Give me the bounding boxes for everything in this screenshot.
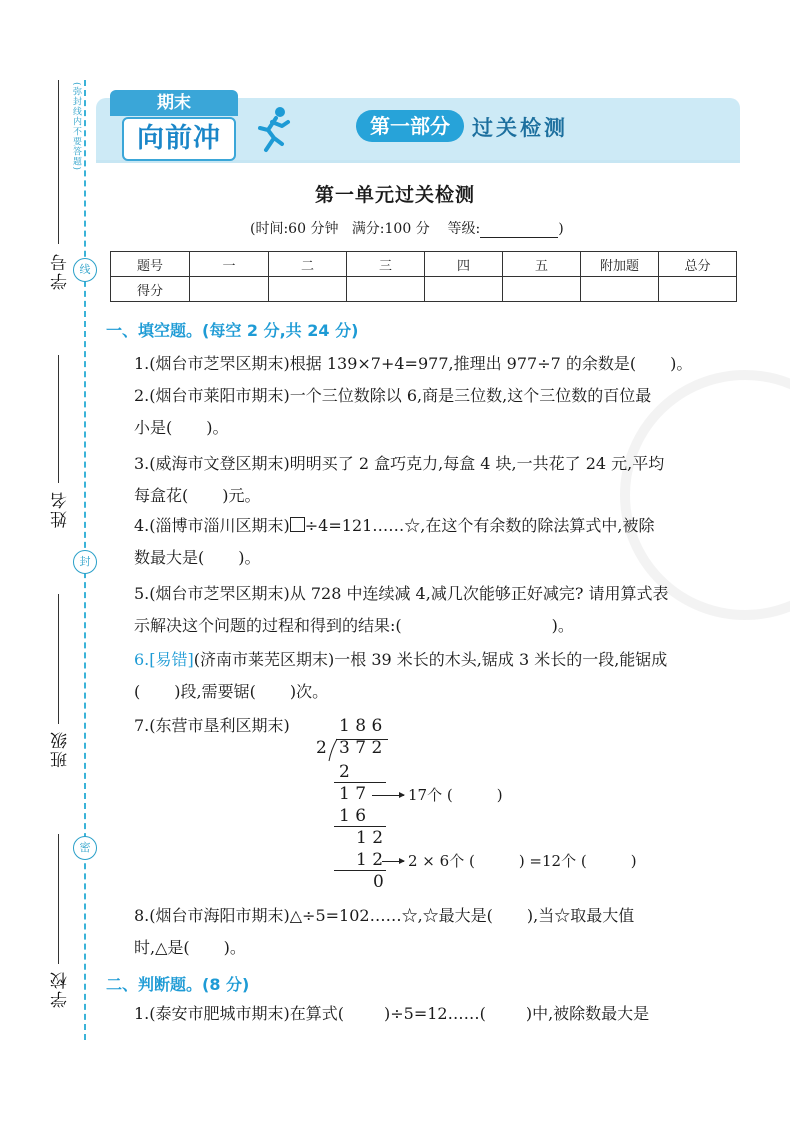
table-cell: 二	[269, 252, 347, 277]
runner-icon	[252, 104, 292, 154]
division-step-2: 1 7	[339, 784, 367, 804]
question-text: )。	[551, 616, 574, 635]
question-4-line2	[134, 542, 744, 574]
question-text: 小是(	[134, 418, 173, 437]
school-label: 学校	[51, 970, 71, 1008]
school-line	[58, 834, 59, 964]
question-text: 时,△是(	[134, 938, 190, 957]
table-cell: 附加题	[581, 252, 659, 277]
question-8-line2	[134, 932, 744, 964]
student-id-label: 学号	[51, 252, 71, 290]
division-quotient: 1 8 6	[339, 716, 383, 736]
division-bracket	[327, 738, 339, 762]
question-text: 示解决这个问题的过程和得到的结果:(	[134, 616, 402, 635]
question-7: 7.(东营市垦利区期末)	[134, 716, 290, 735]
name-label: 姓名	[51, 490, 71, 528]
student-id-line	[58, 80, 59, 244]
division-remainder: 0	[373, 872, 384, 892]
division-step-5: 1 2	[356, 850, 384, 870]
judge-question-1	[134, 998, 744, 1030]
score-input-cell[interactable]	[503, 277, 581, 302]
badge-main: 向前冲	[122, 117, 236, 161]
score-input-cell[interactable]	[659, 277, 737, 302]
question-text: )。	[206, 418, 229, 437]
grade-blank[interactable]	[480, 223, 558, 238]
question-text: 每盒花(	[134, 486, 189, 505]
grade-label: 等级:	[447, 221, 481, 237]
arrow-icon	[372, 795, 404, 796]
table-cell: 五	[503, 252, 581, 277]
section-pill: 第一部分	[356, 110, 464, 142]
question-text: 8.(烟台市海阳市期末)△÷5=102……☆,☆最大是(	[134, 906, 493, 925]
note-text: 17个 (	[408, 786, 453, 804]
score-input-cell[interactable]	[269, 277, 347, 302]
question-2-line2	[134, 412, 744, 444]
question-text: )中,被除数最大是	[525, 1004, 650, 1023]
question-text: )÷5=12……(	[384, 1004, 486, 1023]
division-note-2	[408, 850, 637, 871]
question-text: 数最大是(	[134, 548, 205, 567]
subtitle-close: )	[558, 221, 564, 237]
question-6-line2	[134, 676, 744, 708]
table-cell: 三	[347, 252, 425, 277]
seal-mark-line: 线	[73, 258, 97, 282]
section-text: 过关检测	[472, 116, 568, 140]
question-text: 4.(淄博市淄川区期末)	[134, 516, 290, 535]
division-rule-3	[334, 870, 386, 871]
division-step-3: 1 6	[339, 806, 367, 826]
full-score-info: 满分:100 分	[351, 221, 430, 237]
question-text: )。	[670, 354, 693, 373]
section2-heading: 二、判断题。(8 分)	[106, 975, 250, 994]
question-text: ÷4=121……☆,在这个有余数的除法算式中,被除	[304, 516, 655, 535]
error-prone-tag: 6.[易错]	[134, 650, 194, 669]
note-text: )	[630, 852, 637, 870]
question-text: )。	[223, 938, 246, 957]
name-line	[58, 355, 59, 483]
score-table-header-row	[111, 252, 737, 277]
table-cell: 题号	[111, 252, 190, 277]
question-5-line1: 5.(烟台市芝罘区期末)从 728 中连续减 4,减几次能够正好减完? 请用算式表	[134, 584, 669, 603]
section1-heading: 一、填空题。(每空 2 分,共 24 分)	[106, 321, 359, 340]
division-dividend: 3 7 2	[339, 738, 383, 758]
page-title: 第一单元过关检测	[314, 184, 475, 206]
division-step-4: 1 2	[356, 828, 384, 848]
table-cell: 四	[425, 252, 503, 277]
question-text: )次。	[289, 682, 329, 701]
question-5-line2	[134, 610, 744, 642]
table-cell: 一	[190, 252, 269, 277]
table-cell: 总分	[659, 252, 737, 277]
note-text: 2 × 6个 (	[408, 852, 475, 870]
score-input-cell[interactable]	[347, 277, 425, 302]
question-6-line1	[134, 644, 744, 676]
question-text: 1.(泰安市肥城市期末)在算式(	[134, 1004, 344, 1023]
division-step-1: 2	[339, 762, 350, 782]
question-text: (	[134, 682, 141, 701]
score-table	[110, 251, 737, 302]
score-input-cell[interactable]	[581, 277, 659, 302]
question-text: )元。	[222, 486, 261, 505]
question-3-line1: 3.(威海市文登区期末)明明买了 2 盒巧克力,每盒 4 块,一共花了 24 元,平均	[134, 454, 665, 473]
score-input-cell[interactable]	[425, 277, 503, 302]
seal-mark-seal: 封	[73, 550, 97, 574]
question-8-line1	[134, 900, 744, 932]
class-line	[58, 594, 59, 724]
table-cell: 得分	[111, 277, 190, 302]
question-text: (济南市莱芜区期末)一根 39 米长的木头,锯成 3 米长的一段,能锯成	[193, 650, 668, 669]
class-label: 班级	[51, 730, 71, 768]
question-4-line1	[134, 510, 744, 542]
badge-top: 期末	[110, 90, 238, 116]
note-text: ) =12个 (	[518, 852, 587, 870]
question-text: ),当☆取最大值	[526, 906, 635, 925]
note-text: )	[496, 786, 503, 804]
square-box-icon	[290, 517, 305, 532]
question-2-line1: 2.(烟台市莱阳市期末)一个三位数除以 6,商是三位数,这个三位数的百位最	[134, 386, 652, 405]
division-rule-1	[334, 782, 386, 783]
page-subtitle	[250, 218, 564, 238]
question-text: 1.(烟台市芝罘区期末)根据 139×7+4=977,推理出 977÷7 的余数是(	[134, 354, 637, 373]
question-text: )段,需要锯(	[174, 682, 256, 701]
division-note-1	[408, 784, 503, 805]
question-1	[134, 348, 744, 380]
question-3-line2	[134, 480, 744, 512]
arrow-icon	[382, 861, 404, 862]
binding-note: (弥封线内不要答题)	[71, 82, 81, 172]
seal-mark-secret: 密	[73, 836, 97, 860]
question-text: )。	[238, 548, 261, 567]
score-input-cell[interactable]	[190, 277, 269, 302]
division-divisor: 2	[316, 738, 327, 758]
time-info: (时间:60 分钟	[250, 221, 339, 237]
score-table-score-row	[111, 277, 737, 302]
division-rule-2	[334, 826, 386, 827]
